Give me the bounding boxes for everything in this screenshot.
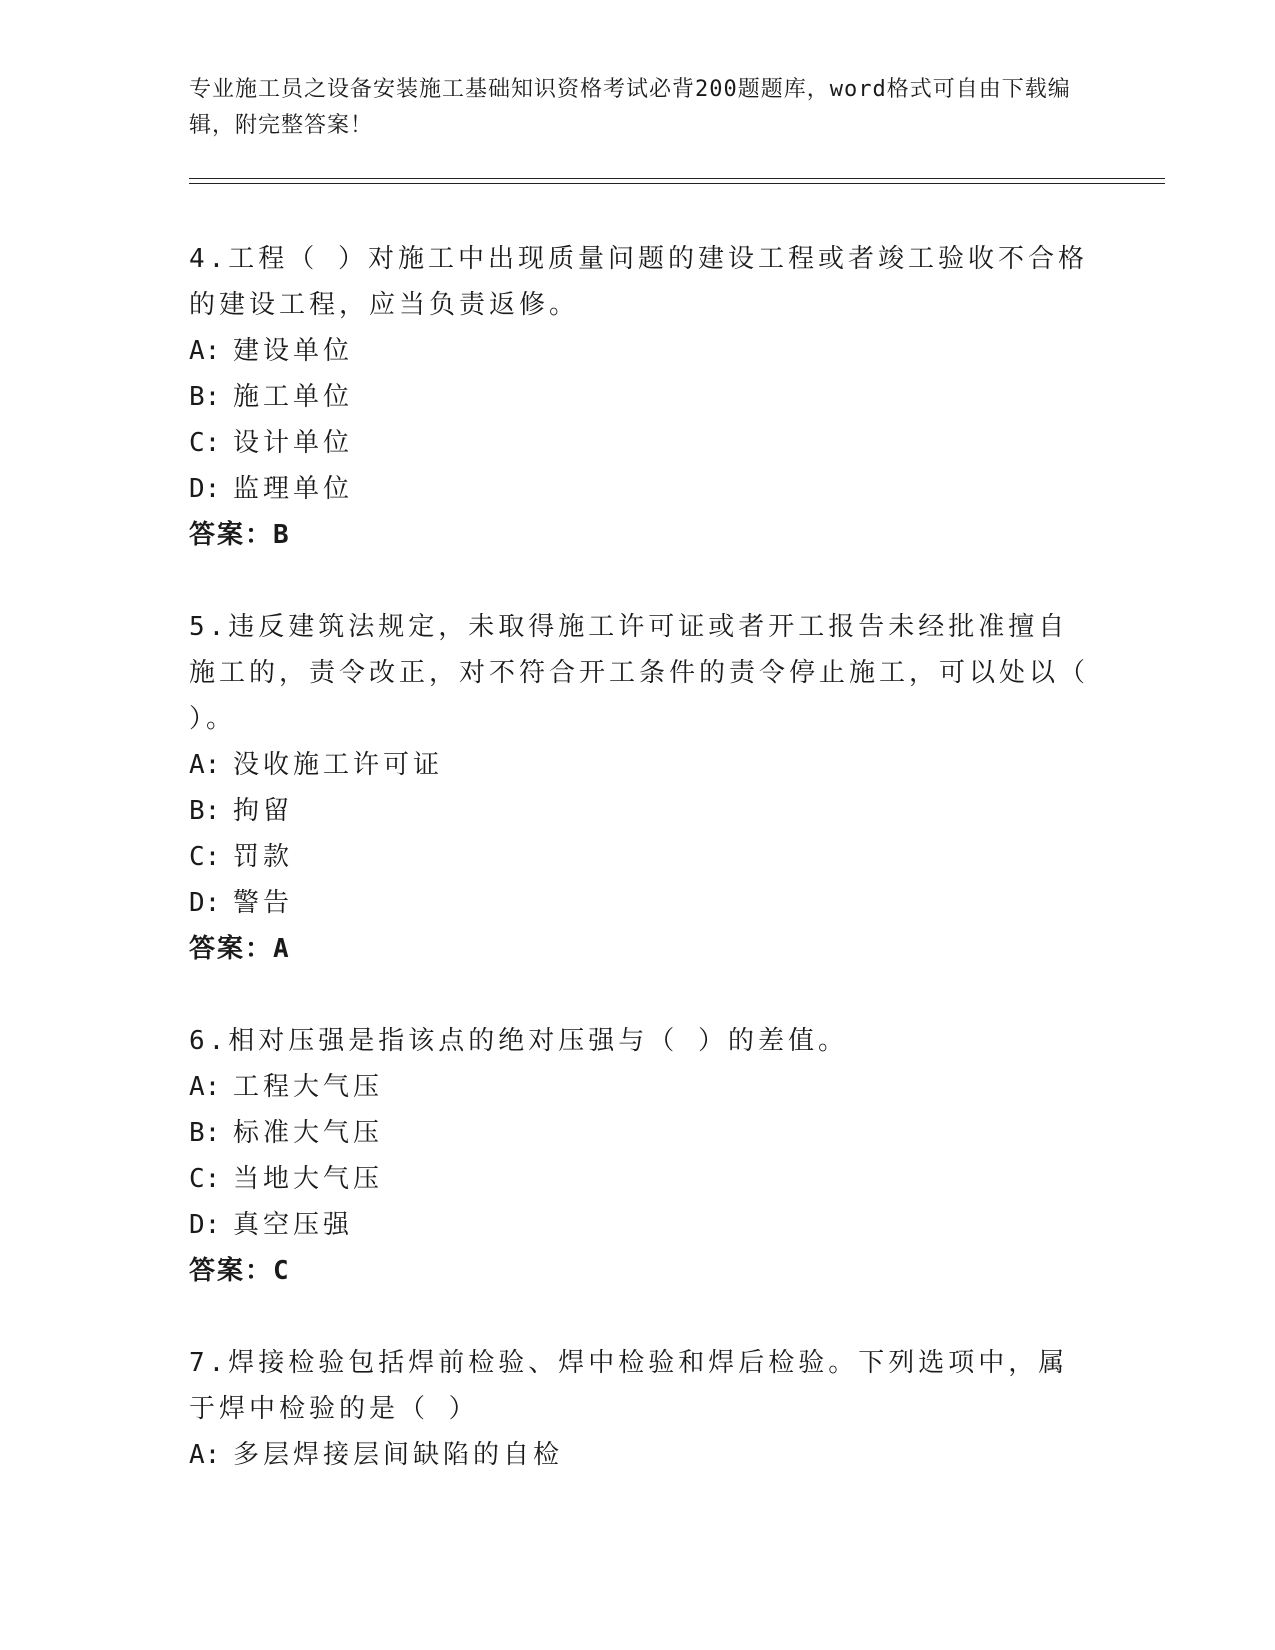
- option-letter: B:: [189, 1118, 221, 1148]
- option-c: [189, 420, 1089, 466]
- option-letter: D:: [189, 1210, 221, 1240]
- option-letter: A:: [189, 1440, 221, 1470]
- answer-line: 答案：C: [189, 1256, 291, 1286]
- option-a: [189, 328, 1089, 374]
- option-text: 施工单位: [233, 382, 354, 412]
- question-7: [189, 1340, 1089, 1478]
- question-6: [189, 1018, 1089, 1294]
- option-text: 真空压强: [233, 1210, 354, 1240]
- option-letter: D:: [189, 888, 221, 918]
- option-c: [189, 1156, 1089, 1202]
- option-text: 工程大气压: [233, 1072, 384, 1102]
- header-rule-top: [189, 178, 1165, 179]
- answer-line: 答案：A: [189, 934, 291, 964]
- option-a: [189, 1064, 1089, 1110]
- option-text: 罚款: [233, 842, 294, 872]
- option-b: [189, 1110, 1089, 1156]
- option-c: [189, 834, 1089, 880]
- option-text: 多层焊接层间缺陷的自检: [233, 1440, 564, 1470]
- question-stem: 5.违反建筑法规定，未取得施工许可证或者开工报告未经批准擅自施工的，责令改正，对不符合开工条件的责令停止施工，可以处以（ ）。: [189, 612, 1090, 734]
- option-d: [189, 1202, 1089, 1248]
- option-text: 设计单位: [233, 428, 354, 458]
- option-text: 当地大气压: [233, 1164, 384, 1194]
- question-list: [189, 236, 1089, 1524]
- option-letter: A:: [189, 336, 221, 366]
- option-a: [189, 742, 1089, 788]
- option-text: 建设单位: [233, 336, 354, 366]
- option-d: [189, 466, 1089, 512]
- document-header: 专业施工员之设备安装施工基础知识资格考试必背200题题库，word格式可自由下载编辑，附完整答案！: [189, 77, 1071, 138]
- option-letter: B:: [189, 796, 221, 826]
- answer-line: 答案：B: [189, 520, 291, 550]
- header-rule-bottom: [189, 183, 1165, 184]
- option-letter: A:: [189, 1072, 221, 1102]
- option-letter: B:: [189, 382, 221, 412]
- option-a: [189, 1432, 1089, 1478]
- option-letter: D:: [189, 474, 221, 504]
- option-b: [189, 788, 1089, 834]
- question-stem: 6.相对压强是指该点的绝对压强与（ ）的差值。: [189, 1026, 848, 1056]
- question-4: [189, 236, 1089, 558]
- question-stem: 7.焊接检验包括焊前检验、焊中检验和焊后检验。下列选项中，属于焊中检验的是（ ）: [189, 1348, 1069, 1424]
- option-letter: C:: [189, 428, 221, 458]
- option-d: [189, 880, 1089, 926]
- option-text: 警告: [233, 888, 294, 918]
- option-letter: C:: [189, 842, 221, 872]
- option-letter: C:: [189, 1164, 221, 1194]
- option-letter: A:: [189, 750, 221, 780]
- option-b: [189, 374, 1089, 420]
- option-text: 监理单位: [233, 474, 354, 504]
- question-5: [189, 604, 1089, 972]
- option-text: 拘留: [233, 796, 294, 826]
- option-text: 没收施工许可证: [233, 750, 444, 780]
- question-stem: 4.工程（ ）对施工中出现质量问题的建设工程或者竣工验收不合格的建设工程，应当负责返修。: [189, 244, 1088, 320]
- option-text: 标准大气压: [233, 1118, 384, 1148]
